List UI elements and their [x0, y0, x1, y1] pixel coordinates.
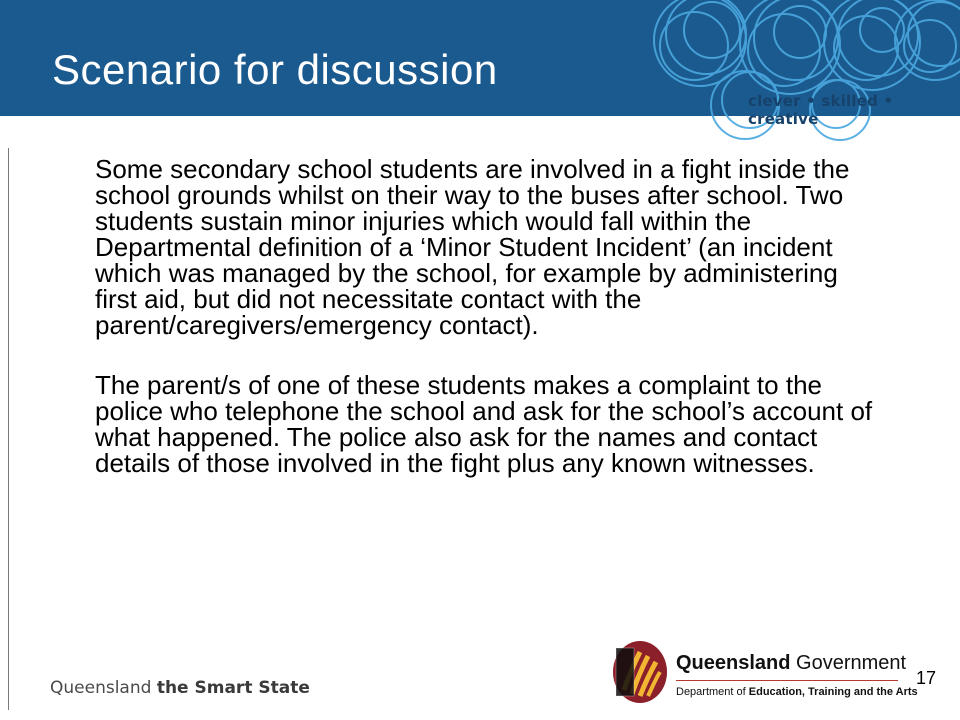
department-name-bold: Education, Training and the Arts: [748, 686, 918, 698]
footer-slogan-prefix: Queensland: [50, 678, 157, 698]
left-divider: [8, 148, 9, 710]
scenario-paragraph-2: The parent/s of one of these students makes a complaint to the police who telephone the school and ask for the school’s account of what happened. The police also ask for the names and contact details of those involved in the fight plus any known witnesses.: [95, 370, 873, 478]
queensland-government-logo: [610, 638, 918, 708]
department-prefix: Department of: [676, 686, 749, 698]
government-name-bold: Queensland: [676, 652, 791, 674]
department-name: [676, 686, 918, 698]
logo-divider: [676, 680, 898, 681]
slide-title: Scenario for discussion: [52, 46, 498, 93]
government-name: [676, 652, 906, 675]
footer-slogan: [50, 678, 310, 698]
scenario-paragraph-1: Some secondary school students are involved in a fight inside the school grounds whilst on their way to the buses after school. Two students sustain minor injuries which would fall within the Departmental definition of a ‘Minor Student Incident’ (an incident which was managed by the school, for example by administering first aid, but did not necessitate contact with the parent/caregivers/emergency contact).: [95, 154, 850, 340]
footer-slogan-bold: the Smart State: [156, 678, 310, 698]
page-number: 17: [916, 668, 937, 688]
slide-body: [95, 156, 885, 476]
queensland-government-emblem-icon: [610, 638, 672, 706]
government-name-regular: Government: [790, 652, 907, 674]
tagline: clever • skilled • creative: [748, 92, 894, 128]
header-bar: [0, 0, 960, 128]
